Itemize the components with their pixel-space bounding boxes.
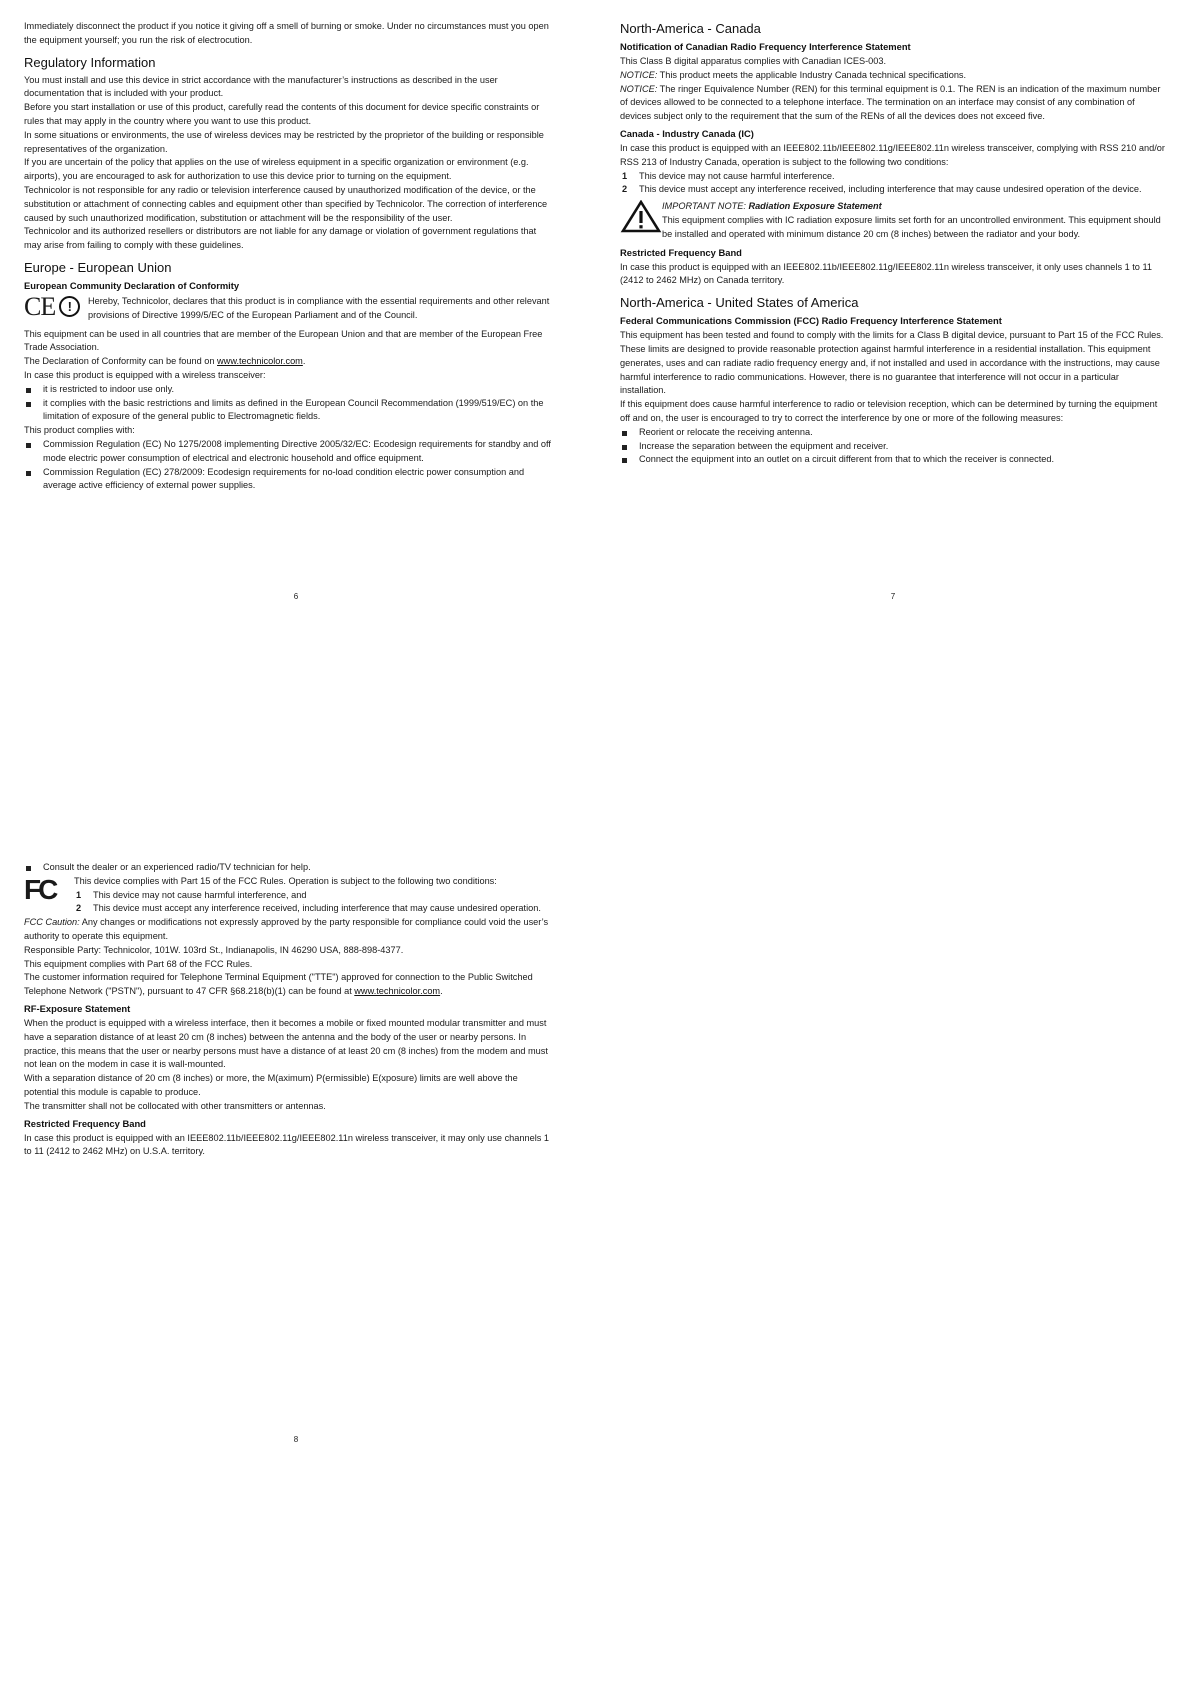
heading-usa: North-America - United States of America	[620, 295, 859, 311]
list-item: Commission Regulation (EC) 278/2009: Ecodesign requirements for no-load condition electric power consumption and average active efficiency of external power supplies.	[24, 466, 554, 494]
complies-list	[24, 438, 554, 493]
doc-location: The Declaration of Conformity can be found on www.technicolor.com.	[24, 356, 306, 367]
part-68-text: This equipment complies with Part 68 of the FCC Rules.	[24, 958, 253, 969]
page-number-8: 8	[293, 1435, 299, 1444]
note-text: This equipment complies with IC radiation exposure limits set forth for an uncontrolled environment. This equipment should be installed and operated with minimum distance 20 cm (8 inches) between the radiator and your body.	[662, 214, 1161, 239]
page-7-content	[620, 20, 1165, 467]
list-item: 2 This device must accept any interference received, including interference that may cause undesired operation of the device.	[622, 184, 1142, 195]
eu-countries-text: This equipment can be used in all countries that are member of the European Union and that are member of the European Free Trade Association.	[24, 328, 543, 353]
list-item: 1 This device may not cause harmful interference, and	[76, 889, 307, 900]
fcc-compliance-text: This device complies with Part 15 of the FCC Rules. Operation is subject to the following two conditions:	[74, 875, 497, 886]
wireless-intro: In case this product is equipped with a wireless transceiver:	[24, 369, 266, 380]
list-item: it complies with the basic restrictions and limits as defined in the European Council Recommendation (1999/519/EC) on the limitation of exposure of the general public to Electromagnetic fields.	[24, 397, 554, 425]
heading-canada: North-America - Canada	[620, 21, 761, 36]
heading-europe: Europe - European Union	[24, 259, 172, 275]
fcc-caution: FCC Caution: Any changes or modifications not expressly approved by the party responsible for compliance could void the user’s authority to operate this equipment.	[24, 917, 549, 941]
fcc-compliance	[24, 875, 554, 916]
complies-intro: This product complies with:	[24, 425, 135, 436]
heading-regulatory: Regulatory Information	[24, 54, 156, 70]
subheading-ec-declaration: European Community Declaration of Conformity	[24, 279, 240, 291]
fcc-paragraph: This equipment has been tested and found to comply with the limits for a Class B digital device, pursuant to Part 15 of the FCC Rules. These limits are designed to provide reasonable protection against harmful interference in a residential installation. This equipment generates, uses and can radiate radio frequency energy and, if not installed and used in accordance with the instructions, may cause harmful interference to radio communications. However, there is no guarantee that interference will not occur in a particular installation.	[620, 330, 1164, 396]
consult-list	[24, 861, 554, 875]
ce-declaration-text: Hereby, Technicolor, declares that this product is in compliance with the essential requirements and other relevant provisions of Directive 1999/5/EC of the European Parliament and of the Council.	[88, 295, 550, 320]
regulatory-paragraph: Technicolor and its authorized resellers or distributors are not liable for any damage or violation of government regulations that may arise from failing to comply with these guidelines.	[24, 226, 537, 251]
restricted-band-usa-text: In case this product is equipped with an IEEE802.11b/IEEE802.11g/IEEE802.11n wireless transceiver, it may only use channels 1 to 11 (2412 to 2462 MHz) on U.S.A. territory.	[24, 1132, 550, 1157]
list-item: Commission Regulation (EC) No 1275/2008 implementing Directive 2005/32/EC: Ecodesign requirements for standby and off mode electric power consumption of electrical and electronic household and office equipment.	[24, 438, 554, 466]
fcc-conditions	[74, 889, 554, 917]
safety-intro: Immediately disconnect the product if you notice it giving off a smell of burning or smoke. Under no circumstances must you open the equipment yourself; you run the risk of electrocution.	[24, 21, 549, 45]
list-item: Increase the separation between the equipment and receiver.	[620, 440, 1165, 454]
regulatory-paragraph: You must install and use this device in strict accordance with the manufacturer’s instructions as described in the user documentation that is included with your product.	[24, 74, 498, 99]
list-item: Connect the equipment into an outlet on a circuit different from that to which the receiver is connected.	[620, 453, 1165, 467]
alert-class-icon: !	[59, 296, 80, 317]
notice-1: NOTICE: This product meets the applicable Industry Canada technical specifications.	[620, 69, 967, 80]
fcc-measures-list	[620, 426, 1165, 467]
regulatory-paragraph: Technicolor is not responsible for any radio or television interference caused by unauthorized modification of the device, or the substitution or attachment of connecting cables and equipment other than specified by Technicolor. The correction of interference caused by such unauthorized modification, substitution or attachment will be the responsibility of the user.	[24, 184, 548, 223]
warning-triangle-icon	[620, 200, 662, 234]
rf-paragraph: The transmitter shall not be collocated with other transmitters or antennas.	[24, 1100, 326, 1111]
fcc-paragraph: If this equipment does cause harmful interference to radio or television reception, which can be determined by turning the equipment off and on, the user is encouraged to try to correct the interference by one or more of the following measures:	[620, 399, 1158, 423]
rf-paragraph: With a separation distance of 20 cm (8 inches) or more, the M(aximum) P(ermissible) E(xposure) limits are well above the potential this module is capable to produce.	[24, 1073, 518, 1097]
subheading-fcc-rfi: Federal Communications Commission (FCC) Radio Frequency Interference Statement	[620, 315, 1002, 327]
technicolor-link[interactable]: www.technicolor.com	[354, 986, 441, 997]
subheading-industry-canada: Canada - Industry Canada (IC)	[620, 127, 754, 139]
class-b-text: This Class B digital apparatus complies with Canadian ICES-003.	[620, 56, 887, 66]
rf-paragraph: When the product is equipped with a wireless interface, then it becomes a mobile or fixed mounted modular transmitter and must have a separation distance of at least 20 cm (8 inches) between the antenna and the body of the user or nearby persons. In practice, this means that the user or nearby persons must have a distance of at least 20 cm (8 inches) from the modem and must not lean on the modem in case it is wall-mounted.	[24, 1017, 548, 1070]
notice-2: NOTICE: The ringer Equivalence Number (REN) for this terminal equipment is 0.1. The REN is an indication of the maximum number of devices allowed to be connected to a telephone interface. The termination on an interface may consist of any combination of devices subject only to the requirement that the sum of the RENs of all the devices does not exceed five.	[620, 83, 1161, 122]
tte-text: The customer information required for Telephone Terminal Equipment ("TTE") approved for connection to the Public Switched Telephone Network ("PSTN"), pursuant to 47 CFR §68.218(b)(1) can be found at www.technicolor.com.	[24, 972, 533, 997]
list-item: Consult the dealer or an experienced radio/TV technician for help.	[24, 861, 554, 875]
list-item: Reorient or relocate the receiving antenna.	[620, 426, 1165, 440]
list-item: 1 This device may not cause harmful interference.	[622, 170, 835, 181]
page-number-6: 6	[293, 592, 299, 601]
ic-conditions	[620, 170, 1165, 198]
list-item: 2 This device must accept any interference received, including interference that may cause undesired operation.	[76, 903, 541, 914]
subheading-canada-rfi: Notification of Canadian Radio Frequency Interference Statement	[620, 41, 911, 52]
wireless-list	[24, 383, 554, 424]
regulatory-paragraph: Before you start installation or use of this product, carefully read the contents of this document for device specific constraints or rules that may apply in the country where you want to use this product.	[24, 102, 540, 126]
ce-declaration	[24, 291, 554, 323]
list-item: it is restricted to indoor use only.	[24, 383, 554, 397]
regulatory-paragraph: In some situations or environments, the use of wireless devices may be restricted by the proprietor of the building or responsible representatives of the organization.	[24, 129, 544, 154]
radiation-note	[620, 200, 1165, 241]
responsible-party: Responsible Party: Technicolor, 101W. 103rd St., Indianapolis, IN 46290 USA, 888-898-4377.	[24, 944, 404, 955]
note-title: IMPORTANT NOTE: Radiation Exposure Statement	[662, 201, 882, 212]
fcc-logo: FC	[24, 873, 56, 905]
regulatory-paragraph: If you are uncertain of the policy that applies on the use of wireless equipment in a specific organization or environment (e.g. airports), you are encouraged to ask for authorization to use this device prior to turning on the equipment.	[24, 157, 529, 182]
ic-text: In case this product is equipped with an IEEE802.11b/IEEE802.11g/IEEE802.11n wireless transceiver, complying with RSS 210 and/or RSS 213 of Industry Canada, operation is subject to the following two conditions:	[620, 142, 1165, 167]
subheading-restricted-band-usa: Restricted Frequency Band	[24, 1117, 146, 1129]
page-8-content	[24, 861, 554, 1159]
subheading-rf-exposure: RF-Exposure Statement	[24, 1002, 131, 1014]
page-6-content	[24, 20, 554, 493]
page-number-7: 7	[890, 592, 896, 601]
subheading-restricted-band-canada: Restricted Frequency Band	[620, 246, 742, 258]
technicolor-link[interactable]: www.technicolor.com	[217, 356, 303, 367]
restricted-band-canada-text: In case this product is equipped with an IEEE802.11b/IEEE802.11g/IEEE802.11n wireless transceiver, it only uses channels 1 to 11 (2412 to 2462 MHz) on Canada territory.	[620, 261, 1153, 286]
ce-mark-logo: CE !	[24, 295, 88, 319]
